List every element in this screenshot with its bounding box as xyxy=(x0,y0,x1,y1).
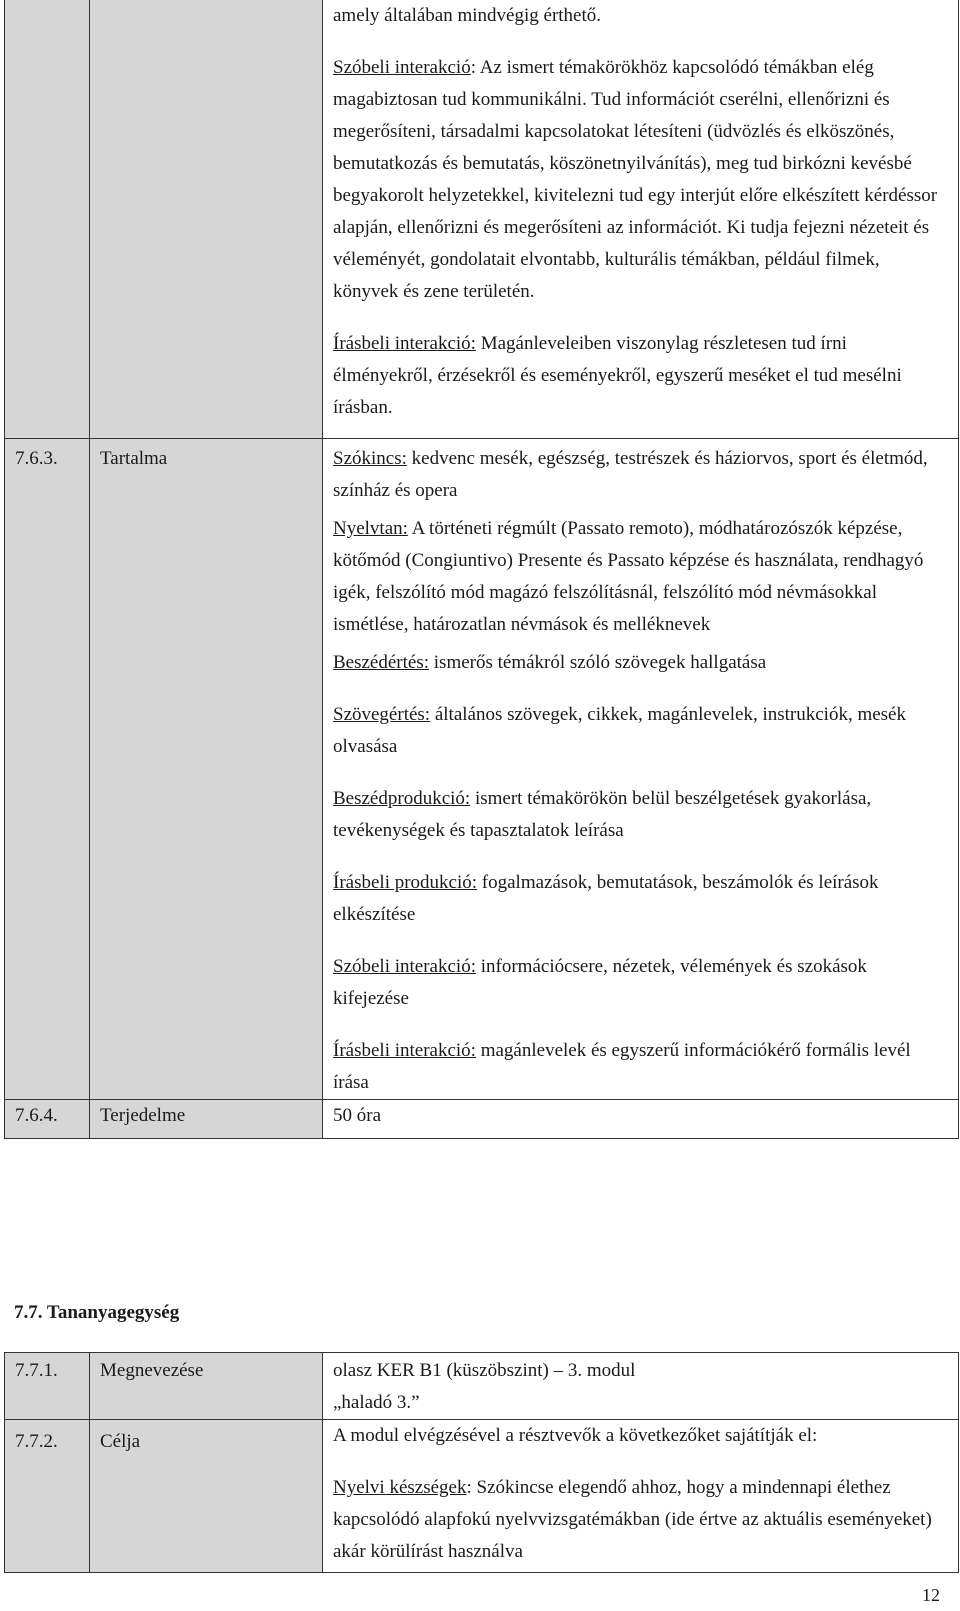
page-number: 12 xyxy=(922,1585,940,1605)
curriculum-table-7-6 xyxy=(4,0,959,1139)
number-cell: 7.7.2. xyxy=(5,1420,90,1573)
module-subtitle: „haladó 3.” xyxy=(333,1392,420,1413)
content-cell xyxy=(323,1420,959,1573)
section-text: Magánleveleiben viszonylag részletesen tud írni élményekről, érzésekről és eseményekről, egyszerű meséket el tud mesélni írásban. xyxy=(333,333,902,418)
section-text: : Az ismert témakörökhöz kapcsolódó témákban elég magabiztosan tud kommunikálni. Tud információt cserélni, ellenőrizni és megerősíteni, társadalmi kapcsolatokat létesíteni (üdvözlés és elköszönés, bemutatkozás és bemutatás, köszönetnyilvánítás), meg tud birkózni kevésbé begyakorolt helyzetekkel, kivitelezni tud egy interjút előre elkészített kérdéssor alapján, ellenőrizni és megerősíteni az információt. Ki tudja fejezni nézeteit és véleményét, gondolatait elvontabb, kulturális témákban, például filmek, könyvek és zene területén. xyxy=(333,57,938,302)
content-item: Beszédprodukció: ismert témakörökön belül beszélgetések gyakorlása, tevékenységek és tapasztalatok leírása xyxy=(333,788,872,841)
label-cell: Tartalma xyxy=(90,439,323,1100)
content-cell xyxy=(323,1353,959,1420)
content-item: Írásbeli interakció: magánlevelek és egyszerű információkérő formális levél írása xyxy=(333,1040,911,1093)
section-label: Szóbeli interakció xyxy=(333,57,471,78)
table-row xyxy=(5,1353,959,1420)
content-item: Szókincs: kedvenc mesék, egészség, testrészek és háziorvos, sport és életmód, színház és opera xyxy=(333,448,928,501)
content-item: Nyelvtan: A történeti régmúlt (Passato remoto), módhatározószók képzése, kötőmód (Congiuntivo) Presente és Passato képzése és használata, rendhagyó igék, felszólító mód magázó felszólításnál, felszólító mód névmásokkal ismétlése, határozatlan névmások és melléknevek xyxy=(333,518,924,635)
section-label: Írásbeli interakció: xyxy=(333,333,476,354)
content-item: Szövegértés: általános szövegek, cikkek, magánlevelek, instrukciók, mesék olvasása xyxy=(333,704,906,757)
label-cell: Megnevezése xyxy=(90,1353,323,1420)
content-cell xyxy=(323,0,959,439)
paragraph xyxy=(323,52,958,308)
number-cell: 7.6.4. xyxy=(5,1100,90,1139)
label-cell: Terjedelme xyxy=(90,1100,323,1139)
curriculum-table-7-7 xyxy=(4,1352,959,1573)
content-cell xyxy=(323,439,959,1100)
number-cell: 7.6.3. xyxy=(5,439,90,1100)
table-row xyxy=(5,0,959,439)
table-row xyxy=(5,439,959,1100)
section-heading: 7.7. Tananyagegység xyxy=(14,1302,180,1323)
number-cell: 7.7.1. xyxy=(5,1353,90,1420)
paragraph xyxy=(323,328,958,424)
content-cell: 50 óra xyxy=(323,1100,959,1139)
table-row xyxy=(5,1420,959,1573)
content-item: Szóbeli interakció: információcsere, nézetek, vélemények és szokások kifejezése xyxy=(333,956,867,1009)
content-item: Beszédértés: ismerős témákról szóló szövegek hallgatása xyxy=(333,652,767,673)
content-item: Írásbeli produkció: fogalmazások, bemutatások, beszámolók és leírások elkészítése xyxy=(333,872,879,925)
goal-item: Nyelvi készségek: Szókincse elegendő ahhoz, hogy a mindennapi élethez kapcsolódó alapfokú nyelvvizsgatémákban (ide értve az aktuális eseményeket) akár körülírást használva xyxy=(333,1477,932,1562)
goal-intro: A modul elvégzésével a résztvevők a következőket sajátítják el: xyxy=(333,1425,818,1446)
label-cell xyxy=(90,0,323,439)
number-cell xyxy=(5,0,90,439)
module-name: olasz KER B1 (küszöbszint) – 3. modul xyxy=(333,1360,636,1381)
table-row xyxy=(5,1100,959,1139)
paragraph: amely általában mindvégig érthető. xyxy=(333,5,602,26)
label-cell: Célja xyxy=(90,1420,323,1573)
